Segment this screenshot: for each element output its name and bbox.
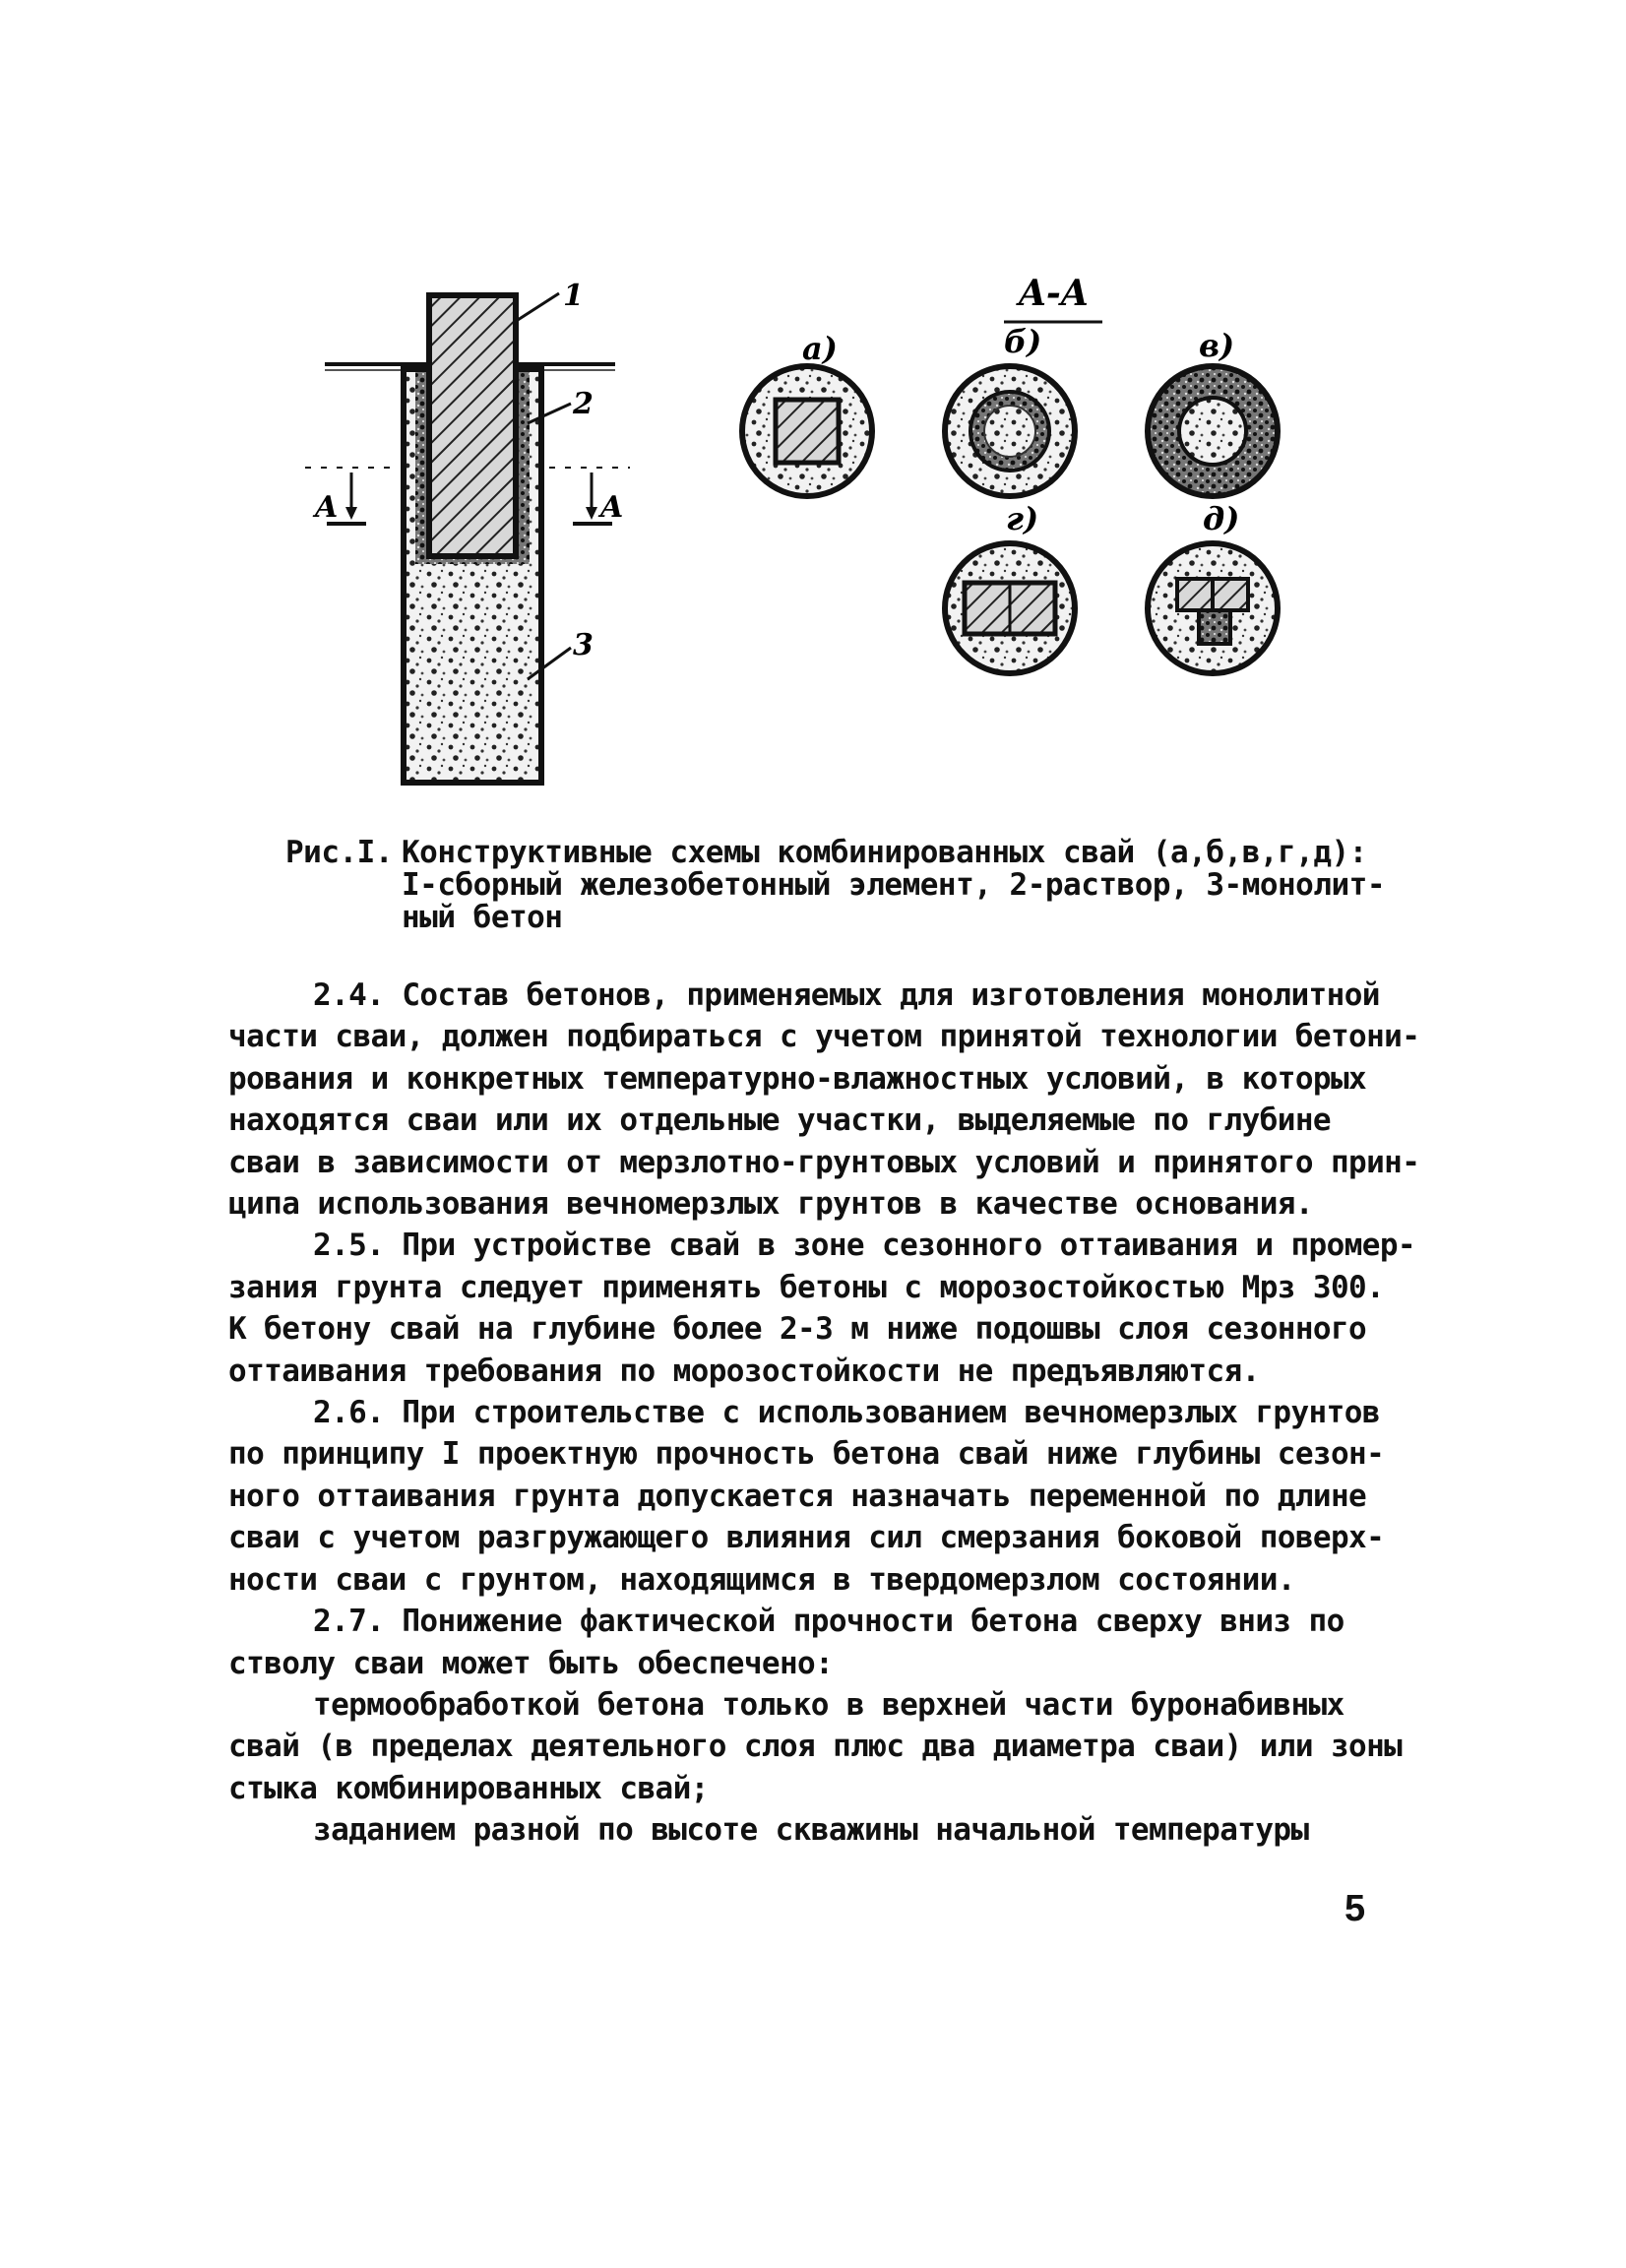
- text-line: К бетону свай на глубине более 2-3 м ниже подошвы слоя сезонного: [228, 1311, 1367, 1348]
- text-line: оттаивания требования по морозостойкости не предъявляются.: [228, 1353, 1260, 1389]
- cross-section-d: [1148, 500, 1278, 673]
- variant-d: д): [1203, 500, 1240, 537]
- cross-section-v: [1148, 327, 1278, 496]
- paragraph-2-6: [228, 1392, 1439, 1601]
- paragraph-temperature: [228, 1809, 1439, 1851]
- figure-caption: [285, 837, 1427, 934]
- text-line: 2.7. Понижение фактической прочности бетона сверху вниз по: [313, 1604, 1345, 1640]
- page-number: 5: [1345, 1888, 1366, 1929]
- text-line: стволу сваи может быть обеспечено:: [228, 1645, 834, 1681]
- paragraph-2-5: [228, 1225, 1439, 1392]
- cross-section-b: [945, 323, 1075, 496]
- text-line: находятся сваи или их отдельные участки, выделяемые по глубине: [228, 1102, 1331, 1139]
- text-line: стыка комбинированных свай;: [228, 1770, 709, 1806]
- text-line: сваи в зависимости от мерзлотно-грунтовых условий и принятого прин-: [228, 1144, 1420, 1180]
- section-letter-left: A: [315, 490, 339, 525]
- caption-text: Конструктивные схемы комбинированных свай (а,б,в,г,д): I-сборный железобетонный элемент, 2-раствор, 3-монолит- ный бетон: [402, 835, 1385, 935]
- paragraph-thermal: [228, 1684, 1439, 1809]
- caption-label: Рис.I.: [285, 835, 393, 870]
- figure-pile-schemes: [295, 266, 1457, 817]
- text-line: 2.4. Состав бетонов, применяемых для изготовления монолитной: [313, 977, 1380, 1013]
- pile-elevation: [305, 279, 630, 783]
- callout-3: 3: [573, 628, 594, 662]
- paragraph-2-7: [228, 1601, 1439, 1684]
- pile-diagram: [295, 266, 1457, 817]
- precast-element: [429, 295, 516, 556]
- text-line: 2.6. При строительстве с использованием вечномерзлых грунтов: [313, 1395, 1380, 1431]
- text-line: по принципу I проектную прочность бетона свай ниже глубины сезон-: [228, 1436, 1385, 1473]
- text-line: заданием разной по высоте скважины начальной температуры: [313, 1812, 1309, 1849]
- text-line: ципа использования вечномерзлых грунтов в качестве основания.: [228, 1186, 1313, 1223]
- cross-section-a: [742, 330, 872, 496]
- text-line: рования и конкретных температурно-влажностных условий, в которых: [228, 1060, 1367, 1097]
- section-aa-label: A-A: [1019, 273, 1089, 314]
- text-line: ности сваи с грунтом, находящимся в твердомерзлом состоянии.: [228, 1561, 1295, 1598]
- variant-g: г): [1006, 500, 1039, 537]
- text-line: свай (в пределах деятельного слоя плюс два диаметра сваи) или зоны: [228, 1729, 1403, 1765]
- callout-1: 1: [563, 279, 584, 313]
- paragraph-2-4: [228, 975, 1439, 1225]
- text-line: ного оттаивания грунта допускается назначать переменной по длине: [228, 1478, 1367, 1514]
- text-line: сваи с учетом разгружающего влияния сил смерзания боковой поверх-: [228, 1520, 1385, 1556]
- cross-section-g: [945, 500, 1075, 673]
- body-text: [228, 975, 1439, 1852]
- text-line: термообработкой бетона только в верхней части буронабивных: [313, 1686, 1345, 1723]
- text-line: зания грунта следует применять бетоны с морозостойкостью Мрз 300.: [228, 1269, 1385, 1305]
- callout-2: 2: [573, 387, 594, 421]
- variant-v: в): [1199, 327, 1235, 364]
- variant-b: б): [1004, 323, 1042, 360]
- section-letter-right: A: [600, 490, 624, 525]
- text-line: 2.5. При устройстве свай в зоне сезонного оттаивания и промер-: [313, 1228, 1415, 1264]
- text-line: части сваи, должен подбираться с учетом принятой технологии бетони-: [228, 1019, 1420, 1055]
- variant-a: а): [802, 330, 838, 367]
